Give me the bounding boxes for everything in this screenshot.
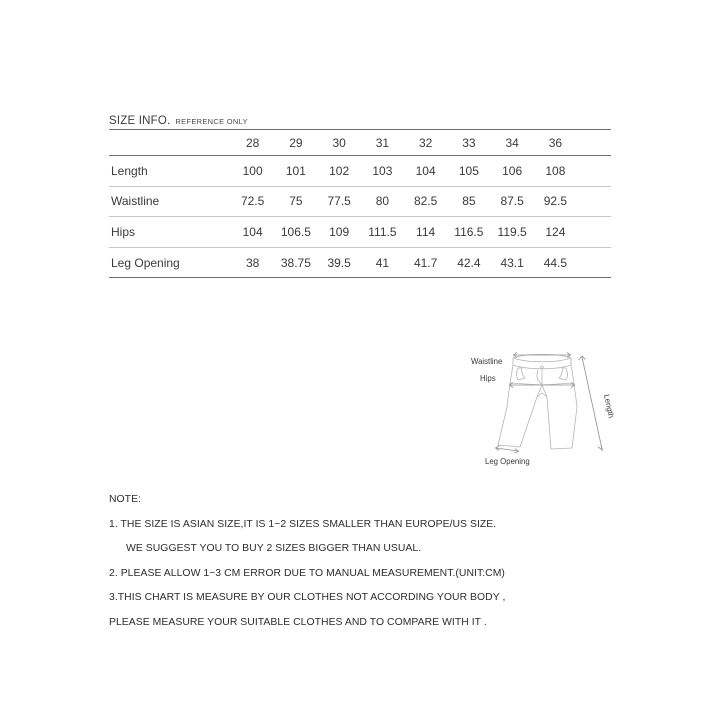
column-header-31: 31 <box>375 135 390 150</box>
cell-waistline-30: 77.5 <box>327 194 351 209</box>
cell-waistline-31: 80 <box>375 194 390 209</box>
cell-hips-34: 119.5 <box>497 224 527 239</box>
cell-hips-32: 114 <box>416 224 436 239</box>
size-info-subtitle: REFERENCE ONLY <box>175 117 248 126</box>
cell-hips-31: 111.5 <box>368 224 397 239</box>
cell-waistline-32: 82.5 <box>413 194 438 209</box>
cell-legopening-30: 39.5 <box>327 255 351 270</box>
column-header-33: 33 <box>462 135 476 150</box>
diagram-label-length: Length <box>602 393 616 419</box>
table-row <box>109 156 611 187</box>
cell-length-29: 101 <box>285 163 306 178</box>
cell-length-30: 102 <box>329 163 350 178</box>
size-info-heading <box>109 115 611 127</box>
row-spacer <box>577 186 611 217</box>
pants-outline-icon <box>498 354 577 449</box>
cell-waistline-29: 75 <box>289 194 303 209</box>
column-header-32: 32 <box>418 135 433 150</box>
note-line-1-continued: WE SUGGEST YOU TO BUY 2 SIZES BIGGER THAN USUAL. <box>126 543 422 554</box>
row-label-hips: Hips <box>111 224 136 239</box>
table-corner-cell <box>109 130 231 156</box>
cell-length-34: 106 <box>502 163 523 178</box>
row-label-length: Length <box>111 163 148 178</box>
cell-hips-36: 124 <box>545 224 566 239</box>
cell-legopening-28: 38 <box>245 255 260 270</box>
cell-hips-30: 109 <box>329 224 350 239</box>
cell-legopening-31: 41 <box>375 255 390 270</box>
cell-length-31: 103 <box>372 163 393 178</box>
table-row <box>109 217 611 248</box>
note-line-3-continued: PLEASE MEASURE YOUR SUITABLE CLOTHES AND TO COMPARE WITH IT . <box>109 616 487 628</box>
cell-waistline-34: 87.5 <box>500 194 524 209</box>
column-header-28: 28 <box>245 135 260 150</box>
size-info-title: SIZE INFO. <box>109 115 171 127</box>
cell-legopening-36: 44.5 <box>543 255 568 270</box>
column-header-34: 34 <box>505 135 519 150</box>
row-spacer <box>577 217 611 248</box>
note-line-3: 3.THIS CHART IS MEASURE BY OUR CLOTHES NOT ACCORDING YOUR BODY , <box>109 592 506 603</box>
diagram-label-waistline: Waistline <box>471 357 503 366</box>
cell-waistline-28: 72.5 <box>240 194 265 209</box>
waistline-measure-arrow <box>514 353 571 358</box>
row-spacer <box>577 247 611 278</box>
column-header-36: 36 <box>548 135 563 150</box>
cell-hips-28: 104 <box>242 224 263 239</box>
cell-length-36: 108 <box>545 163 566 178</box>
pants-measurement-diagram <box>465 345 635 475</box>
cell-legopening-32: 41.7 <box>413 255 438 270</box>
row-label-waistline: Waistline <box>111 194 160 209</box>
cell-waistline-33: 85 <box>462 194 476 209</box>
diagram-label-hips: Hips <box>480 374 496 383</box>
row-spacer <box>577 156 611 187</box>
length-measure-arrow <box>579 356 603 450</box>
column-header-29: 29 <box>289 135 303 150</box>
table-row <box>109 247 611 278</box>
table-row <box>109 186 611 217</box>
diagram-label-leg-opening: Leg Opening <box>485 457 530 466</box>
note-line-2: 2. PLEASE ALLOW 1~3 CM ERROR DUE TO MANUAL MEASUREMENT.(UNIT:CM) <box>109 567 505 579</box>
notes-title: NOTE: <box>109 494 142 505</box>
cell-length-28: 100 <box>242 163 263 178</box>
cell-waistline-36: 92.5 <box>543 194 568 209</box>
cell-legopening-33: 42.4 <box>457 255 481 270</box>
cell-hips-33: 116.5 <box>454 224 484 239</box>
notes-section <box>109 488 639 635</box>
cell-length-32: 104 <box>415 163 436 178</box>
table-header-row <box>109 130 611 156</box>
note-line-1: 1. THE SIZE IS ASIAN SIZE,IT IS 1~2 SIZES SMALLER THAN EUROPE/US SIZE. <box>109 518 497 530</box>
cell-legopening-29: 38.75 <box>280 255 311 270</box>
size-chart-table <box>109 130 611 278</box>
cell-length-33: 105 <box>458 163 479 178</box>
table-header-spacer <box>577 130 611 156</box>
cell-legopening-34: 43.1 <box>500 255 524 270</box>
row-label-leg-opening: Leg Opening <box>111 255 180 270</box>
cell-hips-29: 106.5 <box>280 224 311 239</box>
column-header-30: 30 <box>332 135 346 150</box>
